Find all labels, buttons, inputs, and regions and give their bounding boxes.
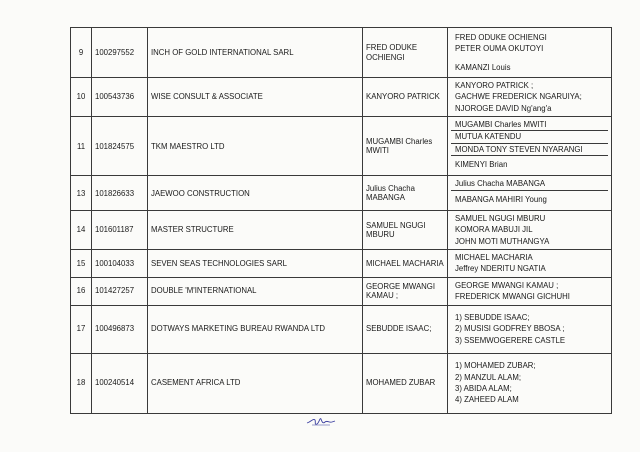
shareholder: PETER OUMA OKUTOYI bbox=[455, 44, 544, 54]
representative bbox=[363, 211, 448, 250]
shareholders-cell bbox=[448, 305, 612, 353]
representative-line: GEORGE MWANGI bbox=[366, 281, 436, 291]
representative bbox=[363, 277, 448, 305]
shareholder: Jeffrey NDERITU NGATIA bbox=[455, 264, 546, 274]
shareholder: MICHAEL MACHARIA bbox=[455, 253, 533, 263]
shareholder: KOMORA MABUJI JIL bbox=[455, 225, 533, 235]
shareholders-cell bbox=[448, 28, 612, 78]
shareholders-cell bbox=[448, 211, 612, 250]
representative-line: MWITI bbox=[366, 146, 389, 156]
shareholders-cell bbox=[448, 353, 612, 413]
representative-line: SEBUDDE ISAAC; bbox=[366, 324, 432, 334]
table-row bbox=[71, 305, 612, 353]
shareholder: JOHN MOTI MUTHANGYA bbox=[455, 236, 550, 246]
representative bbox=[363, 305, 448, 353]
shareholders-cell bbox=[448, 78, 612, 117]
representative bbox=[363, 78, 448, 117]
shareholder: KIMENYI Brian bbox=[451, 155, 608, 173]
representative-line: KAMAU ; bbox=[366, 291, 399, 301]
shareholder: 2) MUSISI GODFREY BBOSA ; bbox=[455, 324, 565, 334]
shareholders-cell bbox=[448, 117, 612, 176]
company-name: SEVEN SEAS TECHNOLOGIES SARL bbox=[148, 250, 363, 278]
row-number: 10 bbox=[71, 78, 92, 117]
registration-number: 101601187 bbox=[92, 211, 148, 250]
representative bbox=[363, 353, 448, 413]
row-number: 9 bbox=[71, 28, 92, 78]
representative-line: MABANGA bbox=[366, 193, 405, 203]
shareholder: 1) SEBUDDE ISAAC; bbox=[455, 312, 530, 322]
table-row bbox=[71, 353, 612, 413]
representative bbox=[363, 250, 448, 278]
representative-line: MOHAMED ZUBAR bbox=[366, 378, 436, 388]
shareholder: 4) ZAHEED ALAM bbox=[455, 395, 519, 405]
row-number: 14 bbox=[71, 211, 92, 250]
shareholder: KANYORO PATRICK ; bbox=[455, 81, 534, 90]
representative-line: MICHAEL MACHARIA bbox=[366, 258, 444, 268]
table-row bbox=[71, 78, 612, 117]
shareholder: Julius Chacha MABANGA bbox=[455, 179, 546, 189]
representative bbox=[363, 28, 448, 78]
shareholders-cell bbox=[448, 277, 612, 305]
representative-line: MBURU bbox=[366, 230, 395, 240]
shareholders-cell bbox=[448, 250, 612, 278]
shareholder: MONDA TONY STEVEN NYARANGI bbox=[451, 143, 608, 155]
registration-number: 101427257 bbox=[92, 277, 148, 305]
row-number: 15 bbox=[71, 250, 92, 278]
representative-line: SAMUEL NGUGI bbox=[366, 220, 426, 230]
table-row bbox=[71, 250, 612, 278]
row-number: 16 bbox=[71, 277, 92, 305]
table-row bbox=[71, 28, 612, 78]
signature-mark bbox=[306, 414, 336, 428]
row-number: 18 bbox=[71, 353, 92, 413]
shareholder: FREDERICK MWANGI GICHUHI bbox=[455, 292, 570, 302]
shareholder: 1) MOHAMED ZUBAR; bbox=[455, 361, 536, 371]
table-row bbox=[71, 211, 612, 250]
shareholders-cell bbox=[448, 176, 612, 211]
row-number: 11 bbox=[71, 117, 92, 176]
representative bbox=[363, 117, 448, 176]
company-name: DOUBLE 'M'INTERNATIONAL bbox=[148, 277, 363, 305]
row-number: 13 bbox=[71, 176, 92, 211]
representative-line: FRED ODUKE bbox=[366, 43, 418, 53]
table-row bbox=[71, 277, 612, 305]
row-number: 17 bbox=[71, 305, 92, 353]
company-name: TKM MAESTRO LTD bbox=[148, 117, 363, 176]
representative-line: MUGAMBI Charles bbox=[366, 136, 433, 146]
shareholder: GACHWE FREDERICK NGARUIYA; bbox=[455, 92, 582, 102]
registration-number: 101826633 bbox=[92, 176, 148, 211]
company-name: DOTWAYS MARKETING BUREAU RWANDA LTD bbox=[148, 305, 363, 353]
registration-number: 100297552 bbox=[92, 28, 148, 78]
shareholder: NJOROGE DAVID Ng'ang'a bbox=[455, 103, 552, 113]
representative-line: OCHIENGI bbox=[366, 52, 405, 62]
table-row bbox=[71, 176, 612, 211]
company-name: CASEMENT AFRICA LTD bbox=[148, 353, 363, 413]
shareholder: KAMANZI Louis bbox=[455, 62, 511, 72]
representative-line: KANYORO PATRICK bbox=[366, 92, 440, 102]
registration-number: 100496873 bbox=[92, 305, 148, 353]
shareholder: 2) MANZUL ALAM; bbox=[455, 372, 521, 382]
registration-number: 100240514 bbox=[92, 353, 148, 413]
shareholder: MUTUA KATENDU bbox=[451, 130, 608, 142]
shareholder: SAMUEL NGUGI MBURU bbox=[455, 214, 546, 224]
registration-number: 101824575 bbox=[92, 117, 148, 176]
representative-line: Julius Chacha bbox=[366, 183, 415, 193]
company-name: WISE CONSULT & ASSOCIATE bbox=[148, 78, 363, 117]
representative bbox=[363, 176, 448, 211]
company-register-table bbox=[70, 27, 612, 414]
company-name: INCH OF GOLD INTERNATIONAL SARL bbox=[148, 28, 363, 78]
table-row bbox=[71, 117, 612, 176]
company-name: JAEWOO CONSTRUCTION bbox=[148, 176, 363, 211]
registration-number: 100543736 bbox=[92, 78, 148, 117]
company-name: MASTER STRUCTURE bbox=[148, 211, 363, 250]
shareholder: GEORGE MWANGI KAMAU ; bbox=[455, 280, 559, 290]
shareholder: MABANGA MAHIRI Young bbox=[451, 190, 608, 208]
shareholder: MUGAMBI Charles MWITI bbox=[455, 120, 547, 130]
registration-number: 100104033 bbox=[92, 250, 148, 278]
shareholder: 3) SSEMWOGERERE CASTLE bbox=[455, 335, 566, 345]
shareholder: FRED ODUKE OCHIENGI bbox=[455, 32, 547, 42]
shareholder: 3) ABIDA ALAM; bbox=[455, 384, 512, 393]
